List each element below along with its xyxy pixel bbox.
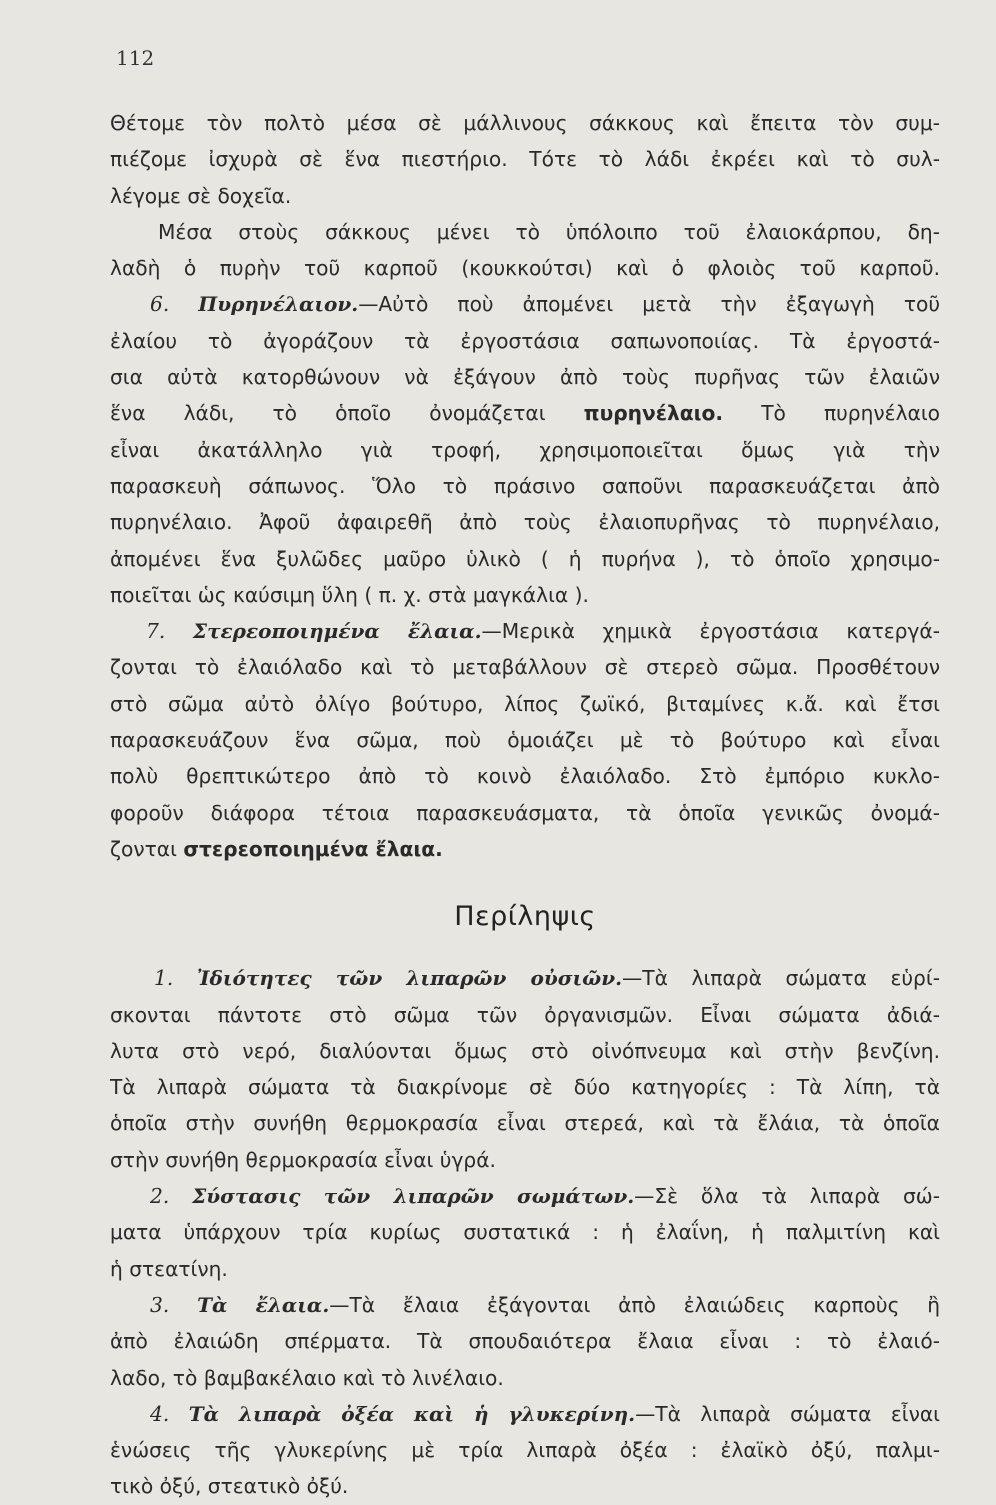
text-line: λυτα στὸ νερό, διαλύονται ὅμως στὸ οἰνόπνευμα καὶ στὴν βενζίνη.	[110, 1038, 940, 1063]
paragraph-remainder	[110, 214, 940, 287]
section-title: Σύστασις τῶν λιπαρῶν σωμάτων.	[192, 1184, 635, 1209]
section-title: Πυρηνέλαιον.	[198, 292, 359, 317]
paragraph-pulp-pressing	[110, 105, 940, 214]
text-line: Τὰ λιπαρὰ σώματα τὰ διακρίνομε σὲ δύο κατηγορίες : Τὰ λίπη, τὰ	[110, 1075, 940, 1100]
text-line	[110, 286, 940, 322]
text-line: παρασκευάζουν ἕνα σῶμα, ποὺ ὁμοιάζει μὲ τὸ βούτυρο καὶ εἶναι	[110, 728, 940, 753]
text-line: ἐλαίου τὸ ἀγοράζουν τὰ ἐργοστάσια σαπωνοποιίας. Τὰ ἐργοστά-	[110, 328, 940, 353]
section-7-solidified-oils	[110, 613, 940, 867]
text-fragment: —Τὰ λιπαρὰ σώματα εἶναι	[635, 1401, 940, 1426]
summary-item-2	[110, 1178, 940, 1287]
text-line: ὁποῖα στὴν συνήθη θερμοκρασία εἶναι στερεά, καὶ τὰ ἔλάια, τὰ ὁποῖα	[110, 1111, 940, 1136]
text-line	[110, 1287, 940, 1323]
summary-item-4	[110, 1396, 940, 1505]
text-fragment: ἕνα λάδι, τὸ ὁποῖο ὀνομάζεται	[110, 401, 546, 426]
bold-term: στερεοποιημένα ἔλαια.	[183, 836, 443, 861]
text-line: τικὸ ὀξύ, στεατικὸ ὀξύ.	[110, 1474, 349, 1499]
text-line: ἡ στεατίνη.	[110, 1256, 228, 1281]
bold-term: πυρηνέλαιο.	[583, 401, 724, 426]
text-fragment: ζονται	[110, 836, 177, 861]
text-line: πολὺ θρεπτικώτερο ἀπὸ τὸ κοινὸ ἐλαιόλαδο. Στὸ ἐμπόριο κυκλο-	[110, 764, 940, 789]
section-title: Τὰ ἔλαια.	[197, 1292, 330, 1317]
text-line	[110, 960, 940, 996]
text-line: σκονται πάντοτε στὸ σῶμα τῶν ὀργανισμῶν. Εἶναι σώματα ἀδιά-	[110, 1002, 940, 1027]
text-line: ζονται τὸ ἐλαιόλαδο καὶ τὸ μεταβάλλουν σὲ στερεὸ σῶμα. Προσθέτουν	[110, 655, 940, 680]
text-line: ἀπὸ ἐλαιώδη σπέρματα. Τὰ σπουδαιότερα ἔλαια εἶναι : τὸ ἐλαιό-	[110, 1329, 940, 1354]
page-content	[110, 105, 940, 1505]
text-line: εἶναι ἀκατάλληλο γιὰ τροφή, χρησιμοποιεῖται ὅμως γιὰ τὴν	[110, 437, 940, 462]
text-line	[110, 613, 940, 649]
text-line	[110, 395, 940, 431]
text-line: ἀπομένει ἕνα ξυλῶδες μαῦρο ὑλικὸ ( ἡ πυρήνα ), τὸ ὁποῖο χρησιμο-	[110, 546, 940, 571]
summary-item-3	[110, 1287, 940, 1396]
section-title: Στερεοποιημένα ἔλαια.	[192, 619, 482, 644]
text-line: ποιεῖται ὡς καύσιμη ὕλη ( π. χ. στὰ μαγκάλια ).	[110, 582, 589, 607]
section-number: 7.	[146, 619, 166, 644]
text-fragment: —Σὲ ὅλα τὰ λιπαρὰ σώ-	[634, 1184, 940, 1209]
text-fragment: Τὸ πυρηνέλαιο	[761, 401, 941, 426]
section-title: Ἰδιότητες τῶν λιπαρῶν οὐσιῶν.	[196, 966, 623, 991]
text-line	[110, 831, 940, 867]
section-title: Τὰ λιπαρὰ ὀξέα καὶ ἡ γλυκερίνη.	[188, 1401, 636, 1426]
text-line: Μέσα στοὺς σάκκους μένει τὸ ὑπόλοιπο τοῦ ἐλαιοκάρπου, δη-	[158, 219, 940, 244]
section-number: 6.	[150, 292, 170, 317]
summary-item-1	[110, 960, 940, 1178]
text-fragment: —Τὰ λιπαρὰ σώματα εὑρί-	[622, 966, 940, 991]
section-number: 1.	[154, 966, 174, 991]
section-number: 3.	[150, 1292, 170, 1317]
text-fragment: —Μερικὰ χημικὰ ἐργοστάσια κατεργά-	[481, 619, 940, 644]
text-line: παρασκευὴ σάπωνος. Ὅλο τὸ πράσινο σαποῦνι παρασκευάζεται ἀπὸ	[110, 473, 940, 498]
text-line: φοροῦν διάφορα τέτοια παρασκευάσματα, τὰ ὁποῖα γενικῶς ὀνομά-	[110, 800, 940, 825]
page-number: 112	[116, 46, 155, 70]
section-number: 2.	[150, 1184, 170, 1209]
text-line	[110, 1178, 940, 1214]
text-line: λαδὴ ὁ πυρὴν τοῦ καρποῦ (κουκκούτσι) καὶ ὁ φλοιὸς τοῦ καρποῦ.	[110, 256, 940, 281]
summary-heading: Περίληψις	[454, 901, 596, 933]
text-line: στὸ σῶμα αὐτὸ ὀλίγο βούτυρο, λίπος ζωϊκό, βιταμίνες κ.ἄ. καὶ ἔτσι	[110, 691, 940, 716]
text-line: ἑνώσεις τῆς γλυκερίνης μὲ τρία λιπαρὰ ὀξέα : ἐλαϊκὸ ὀξύ, παλμι-	[110, 1438, 940, 1463]
section-6-pyrenelaion	[110, 286, 940, 613]
text-line	[110, 1396, 940, 1432]
text-line: ματα ὑπάρχουν τρία κυρίως συστατικά : ἡ ἐλαΐνη, ἡ παλμιτίνη καὶ	[110, 1220, 940, 1245]
text-line: σια αὐτὰ κατορθώνουν νὰ ἐξάγουν ἀπὸ τοὺς πυρῆνας τῶν ἐλαιῶν	[110, 365, 940, 390]
text-line: πιέζομε ἰσχυρὰ σὲ ἕνα πιεστήριο. Τότε τὸ λάδι ἐκρέει καὶ τὸ συλ-	[110, 147, 940, 172]
text-line: πυρηνέλαιο. Ἀφοῦ ἀφαιρεθῆ ἀπὸ τοὺς ἐλαιοπυρῆνας τὸ πυρηνέλαιο,	[110, 510, 940, 535]
text-line: στὴν συνήθη θερμοκρασία εἶναι ὑγρά.	[110, 1147, 496, 1172]
text-line: λαδο, τὸ βαμβακέλαιο καὶ τὸ λινέλαιο.	[110, 1365, 504, 1390]
text-fragment: —Αὐτὸ ποὺ ἀπομένει μετὰ τὴν ἐξαγωγὴ τοῦ	[358, 292, 941, 317]
section-number: 4.	[150, 1401, 170, 1426]
text-line: Θέτομε τὸν πολτὸ μέσα σὲ μάλλινους σάκκους καὶ ἔπειτα τὸν συμ-	[110, 111, 940, 135]
text-line: λέγομε σὲ δοχεῖα.	[110, 183, 292, 208]
text-fragment: —Τὰ ἔλαια ἐξάγονται ἀπὸ ἐλαιώδεις καρποὺς ἢ	[329, 1292, 940, 1317]
